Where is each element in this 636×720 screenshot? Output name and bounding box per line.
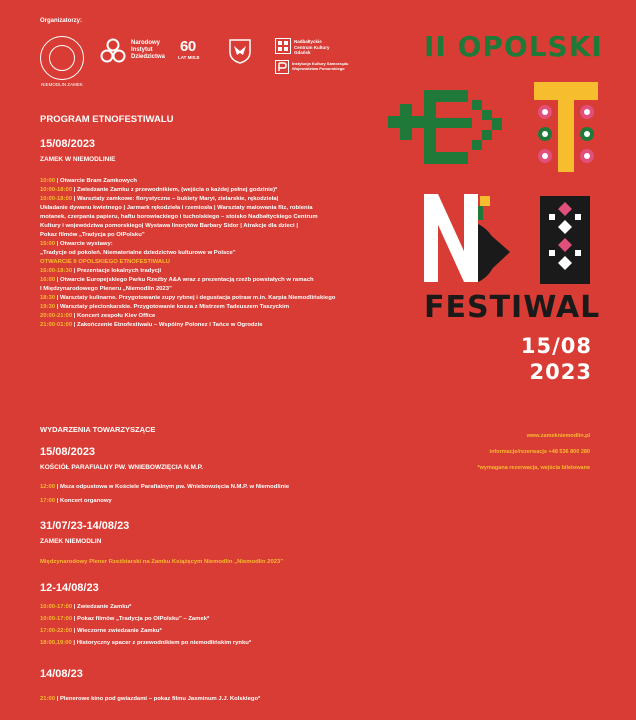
events-venue-2: ZAMEK NIEMODLIN — [40, 538, 102, 545]
organizers-label: Organizatorzy: — [40, 18, 83, 24]
schedule-row: 18:00,19:00 | Historyczny spacer z przewodnikiem po niemodlińskim rynku* — [40, 640, 252, 646]
niemodlin-crest-logo — [40, 36, 84, 80]
events-date-1: 15/08/2023 — [40, 446, 96, 458]
contact-info: informacje/rezerwacje +48 536 800 280 — [489, 449, 590, 455]
schedule-row: 10:00-18:00 | Zwiedzanie Zamku z przewodnikiem, (wejścia o każdej pełnej godzinie)* — [40, 187, 278, 193]
schedule-row: 20:00-21:00 | Koncert zespołu Kiev Office — [40, 313, 156, 319]
schedule-row: 21:00-01:00 | Zakończenie Etnofestiwalu – Wspólny Polonez i Tańce w Ogrodzie — [40, 322, 263, 328]
plener-note: Międzynarodowy Plener Rzeźbiarski na Zamku Książęcym Niemodlin „Niemodlin 2023” — [40, 559, 284, 565]
noc-name: Nadbałtyckie Centrum Kultury Gdańsk — [294, 39, 330, 55]
schedule-row: motanek, czerpania papieru, haftu borowiackiego i tucholskiego – stoisko Nadbałtyckiego Centrum — [40, 214, 318, 220]
nid-logo-icon — [100, 38, 126, 64]
schedule-row: 10:00-18:00 | Warsztaty zamkowe: florystyczne – bukiety Maryi, zielarskie, rękodzieła| — [40, 196, 279, 202]
reservation-note: *wymagana rezerwacja, wejścia biletowane — [477, 465, 590, 471]
schedule-row: 16:00 | Otwarcie Europejskiego Parku Rzeźby A&A wraz z prezentacją rzeźb powstałych w ramach — [40, 277, 314, 283]
program-date: 15/08/2023 — [40, 138, 96, 150]
eagle-emblem-icon — [228, 38, 252, 64]
niemodlin-caption: NIEMODLIN ZAMEK — [41, 82, 83, 87]
program-schedule — [40, 177, 412, 330]
program-heading: PROGRAM ETNOFESTIWALU — [40, 114, 174, 125]
sixty-years: 60 — [180, 38, 196, 55]
schedule-row: 15:00 | Otwarcie wystawy: — [40, 241, 113, 247]
schedule-row: 21:00 | Plenerowe kino pod gwiazdami – pokaz filmu Jasminum J.J. Kolskiego* — [40, 696, 261, 702]
festival-year: 2023 — [529, 360, 592, 384]
schedule-row: Kultury i województwa pomorskiego| Wystawa linorytów Barbary Sidor | Atrakcje dla dzieci | — [40, 223, 298, 229]
folk-n-graphic — [420, 194, 592, 286]
events-date-3: 12-14/08/23 — [40, 582, 99, 594]
noc-logo-icon — [275, 38, 291, 54]
website-link[interactable]: www.zamekniemodlin.pl — [526, 433, 590, 439]
pomorskie-logo-icon — [275, 60, 289, 74]
pomorskie-name: Instytucja Kultury Samorządu Województwa Pomorskiego — [292, 61, 349, 71]
events-schedule-1 — [40, 483, 412, 506]
schedule-row: 16:00-18:30 | Prezentacje lokalnych tradycji — [40, 268, 162, 274]
folk-pattern-graphic — [388, 82, 598, 172]
festival-title: II OPOLSKI — [424, 30, 603, 63]
schedule-row: 10:00 | Otwarcie Bram Zamkowych — [40, 178, 137, 184]
schedule-row: 17:00 | Koncert organowy — [40, 498, 112, 504]
festival-word: FESTIWAL — [424, 290, 601, 325]
program-venue: ZAMEK W NIEMODLINIE — [40, 156, 116, 163]
schedule-row: „Tradycje od pokoleń. Niematerialne dziedzictwo kulturowe w Polsce” — [40, 250, 236, 256]
festival-date: 15/08 — [520, 334, 592, 358]
schedule-row: Pokaz filmów „Tradycja po OlPolsku” — [40, 232, 145, 238]
events-schedule-4 — [40, 695, 412, 704]
schedule-row: 10:00-17:00 | Zwiedzanie Zamku* — [40, 604, 132, 610]
schedule-row: I Międzynarodowego Pleneru „Niemodlin 2023” — [40, 286, 172, 292]
schedule-row: 12:00 | Msza odpustowa w Kościele Parafialnym pw. Wniebowzięcia N.M.P. w Niemodlinie — [40, 484, 290, 490]
events-venue-1: KOŚCIÓŁ PARAFIALNY PW. WNIEBOWZIĘCIA N.M.P. — [40, 464, 203, 471]
schedule-row: 18:30 | Warsztaty kulinarne. Przygotowanie zupy rybnej i degustacja potraw m.in. Karpia Niemodlińskiego — [40, 295, 336, 301]
sixty-years-sub: LAT MISJI — [178, 55, 200, 60]
schedule-row: 17:00-22:00 | Wieczorne zwiedzanie Zamku* — [40, 628, 162, 634]
events-date-4: 14/08/23 — [40, 668, 83, 680]
schedule-row: 19:30 | Warsztaty plecionkarskie. Przygotowanie kosza z Mistrzem Tadeuszem Taszyckim — [40, 304, 290, 310]
nid-name: Narodowy Instytut Dziedzictwa — [131, 40, 166, 60]
festival-opening-row: OTWARCIE II OPOLSKIEGO ETNOFESTIWALU — [40, 259, 170, 265]
events-date-2: 31/07/23-14/08/23 — [40, 520, 130, 532]
schedule-row: Układanie dywanu kwietnego | Jarmark rękodzieła i rzemiosła | Warsztaty malowania fliz, robienia — [40, 205, 313, 211]
events-heading: WYDARZENIA TOWARZYSZĄCE — [40, 425, 156, 434]
schedule-row: 10:00-17:00 | Pokaz filmów „Tradycja po OlPolsku” – Zamek* — [40, 616, 210, 622]
events-schedule-3 — [40, 603, 412, 648]
